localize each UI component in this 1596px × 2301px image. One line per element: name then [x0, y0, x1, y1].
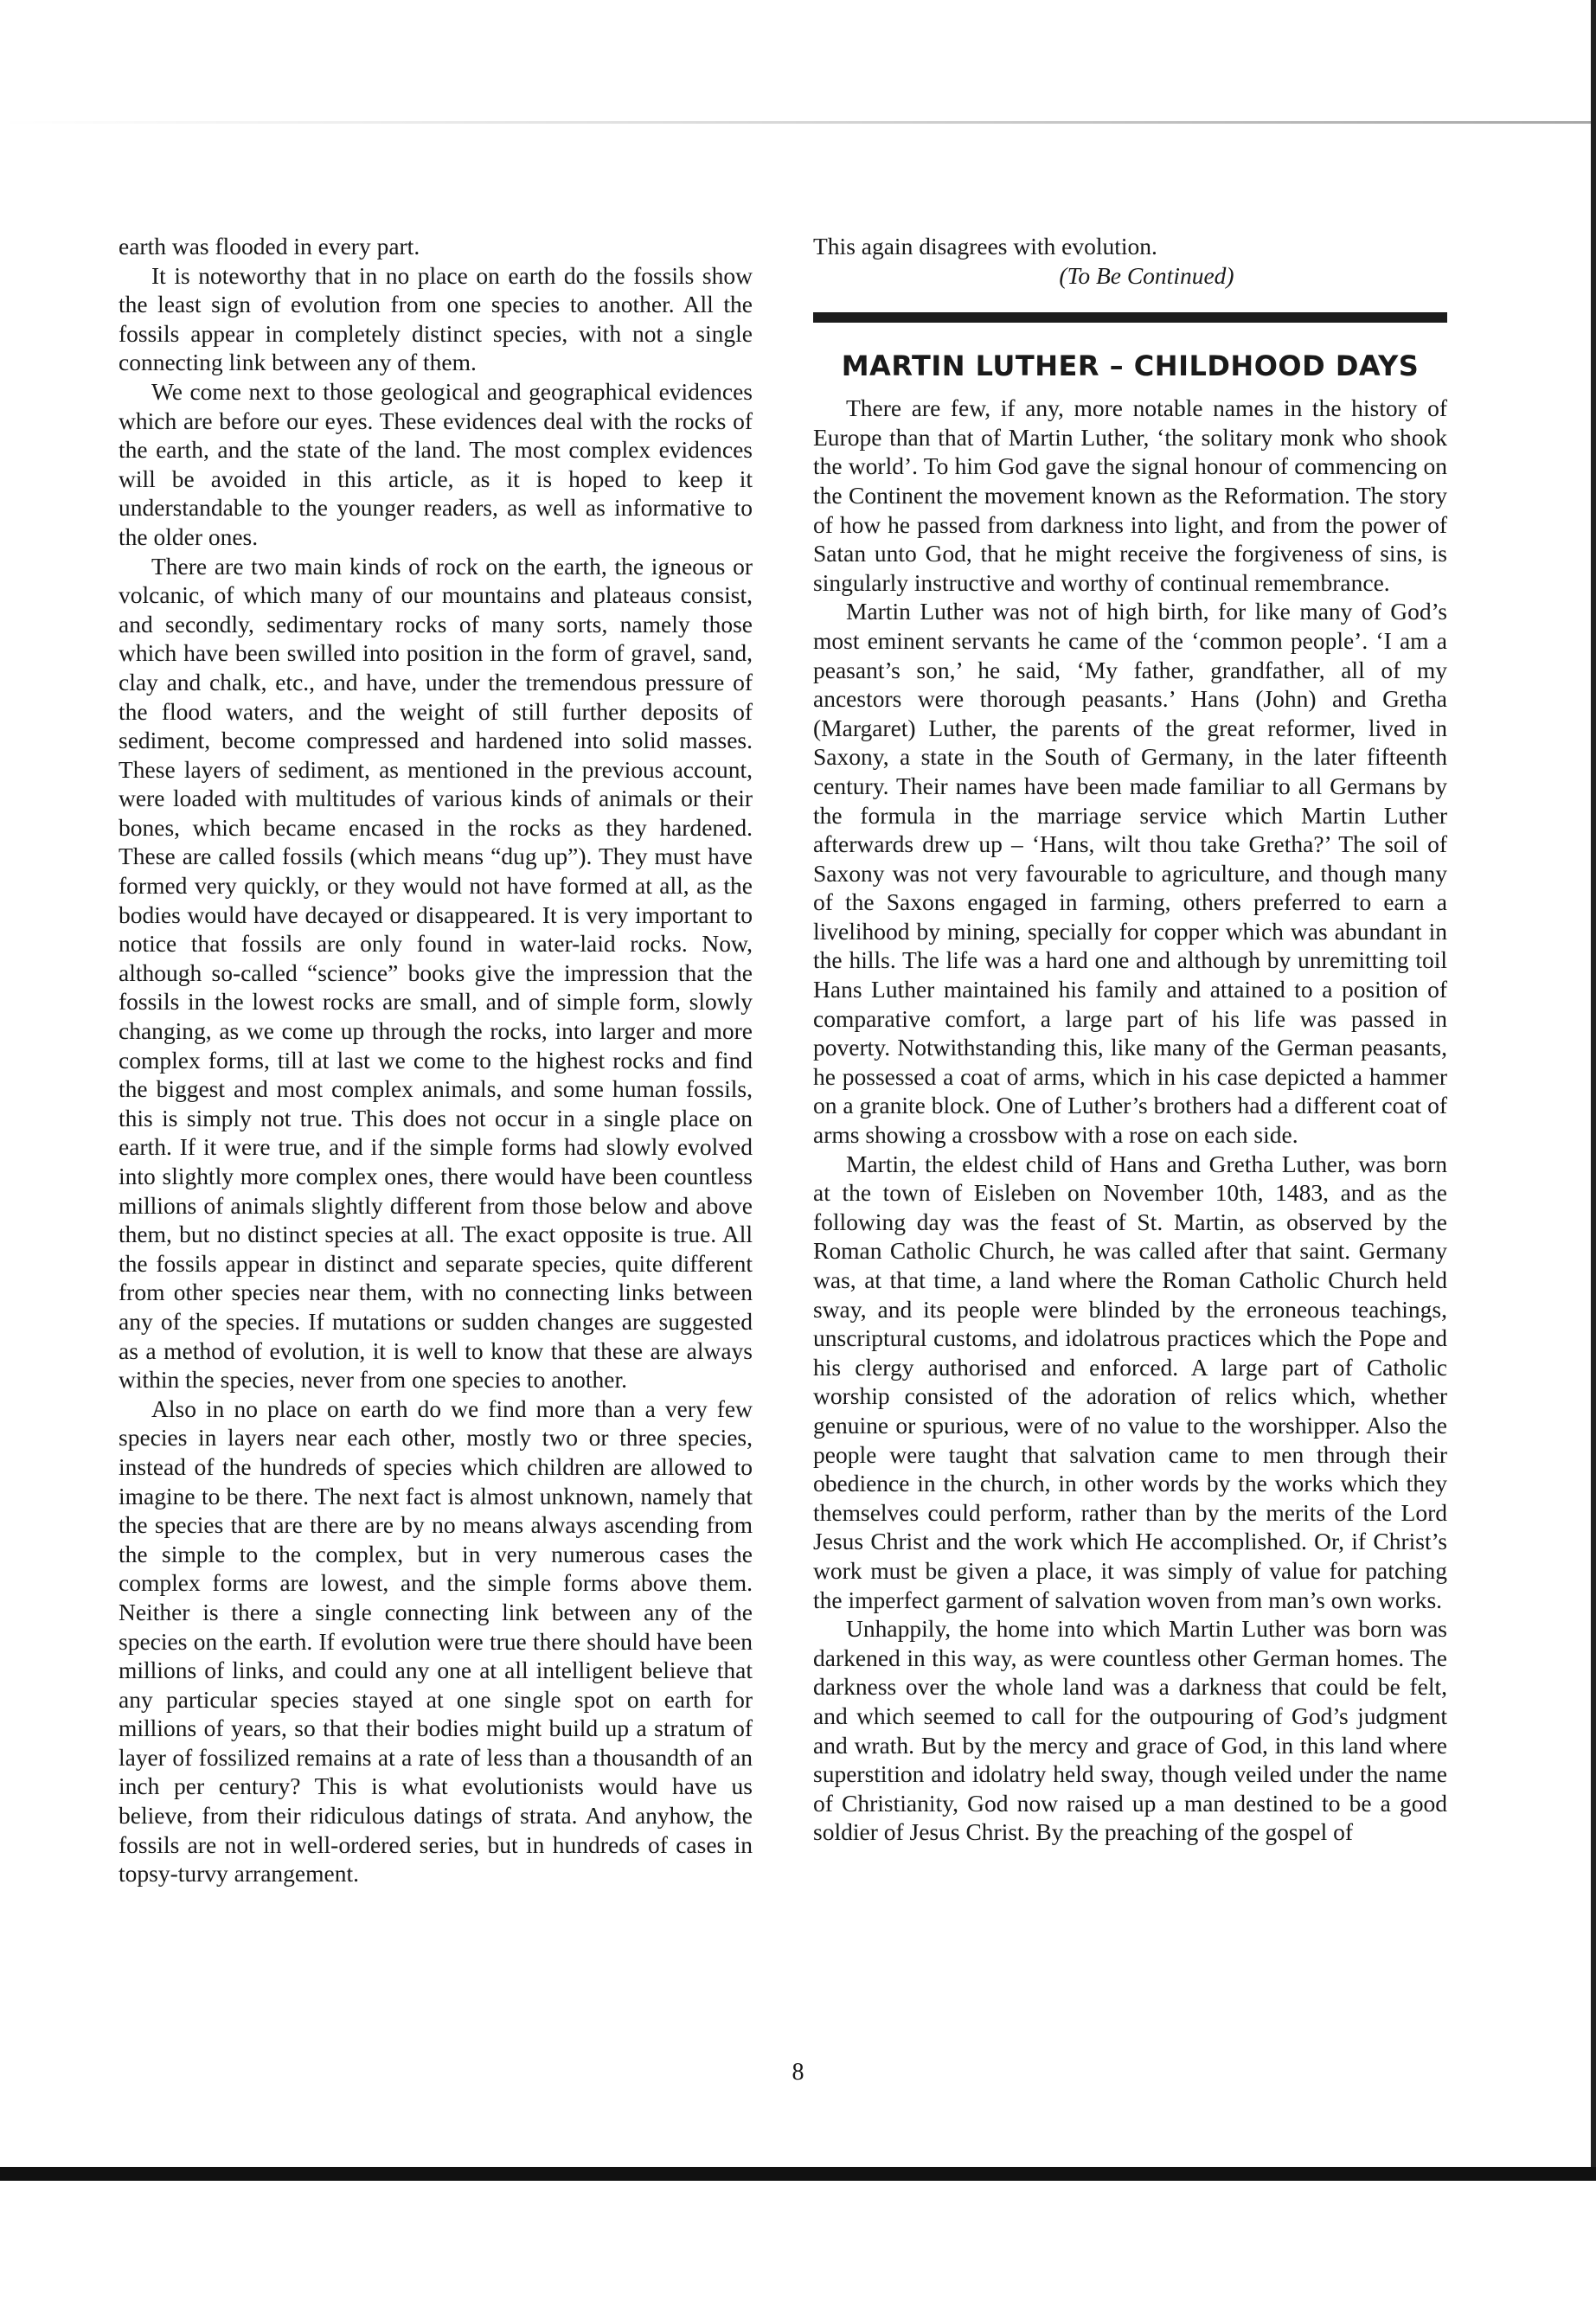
paragraph: We come next to those geological and geographical evidences which are before our eyes. These evidences deal with the rocks of the earth, and the state of the land. The most complex evidences will be avoided in this article, as it is hoped to keep it understandable to the younger readers, as well as informative to the older ones.	[119, 377, 753, 550]
article-heading: MARTIN LUTHER – CHILDHOOD DAYS	[841, 349, 1420, 383]
scan-edge-top	[0, 121, 1596, 124]
paragraph: Martin, the eldest child of Hans and Gretha Luther, was born at the town of Eisleben on November 10th, 1483, and as the following day was the feast of St. Martin, as observed by the Roman Catholic Church, he was called after that saint. Germany was, at that time, a land where the Roman Catholic Church held sway, and its people were blinded by the erroneous teachings, unscriptural customs, and idolatrous practices which the Pope and his clergy authorised and enforced. A large part of Catholic worship consisted of the adoration of relics which, whether genuine or spurious, were of no value to the worshipper. Also the people were taught that salvation came to men through their obedience in the church, in other words by the works which they themselves could perform, rather than by the merits of the Lord Jesus Christ and the work which He accomplished. Or, if Christ’s work must be given a place, it was simply of value for patching the imperfect garment of salvation woven from man’s own works.	[813, 1150, 1447, 1613]
paragraph: Unhappily, the home into which Martin Luther was born was darkened in this way, as were countless other German homes. The darkness over the whole land was a darkness that could be felt, and which seemed to call for the outpouring of God’s judgment and wrath. But by the mercy and grace of God, in this land where superstition and idolatry held sway, though veiled under the name of Christianity, God now raised up a man destined to be a good soldier of Jesus Christ. By the preaching of the gospel of	[813, 1615, 1447, 1846]
left-column	[119, 232, 753, 1888]
section-divider	[813, 312, 1447, 323]
paragraph: It is noteworthy that in no place on earth do the fossils show the least sign of evolution from one species to another. All the fossils appear in completely distinct species, with not a single connecting link between any of them.	[119, 261, 753, 376]
paragraph: There are few, if any, more notable names in the history of Europe than that of Martin Luther, ‘the solitary monk who shook the world’. To him God gave the signal honour of commencing on the Continent the movement known as the Reformation. The story of how he passed from darkness into light, and from the power of Satan unto God, that he might receive the forgiveness of sins, is singularly instructive and worthy of continual remembrance.	[813, 394, 1447, 596]
paragraph: earth was flooded in every part.	[119, 233, 420, 260]
right-column	[813, 232, 1447, 1847]
page-number: 8	[792, 2059, 804, 2086]
article-ending: This again disagrees with evolution.	[813, 233, 1157, 260]
scan-edge-bottom	[0, 2167, 1596, 2181]
paragraph: There are two main kinds of rock on the earth, the igneous or volcanic, of which many of our mountains and plateaus consist, and secondly, sedimentary rocks of many sorts, namely those which have been swilled into position in the form of gravel, sand, clay and chalk, etc., and have, under the tremendous pressure of the flood waters, and the weight of still further deposits of sediment, become compressed and hardened into solid masses. These layers of sediment, as mentioned in the previous account, were loaded with multitudes of various kinds of animals or their bones, which became encased in the rocks as they hardened. These are called fossils (which means “dug up”). They must have formed very quickly, or they would not have formed at all, as the bodies would have decayed or disappeared. It is very important to notice that fossils are only found in water-laid rocks. Now, although so-called “science” books give the impression that the fossils in the lowest rocks are small, and of simple form, slowly changing, as we come up through the rocks, into larger and more complex forms, till at last we come to the highest rocks and find the biggest and most complex animals, and some human fossils, this is simply not true. This does not occur in a single place on earth. If it were true, and if the simple forms had slowly evolved into slightly more complex ones, there would have been countless millions of animals slightly different from those below and above them, but no distinct species at all. The exact opposite is true. All the fossils appear in distinct and separate species, quite different from other species near them, with no connecting links between any of the species. If mutations or sudden changes are suggested as a method of evolution, it is well to know that these are always within the species, never from one species to another.	[119, 552, 753, 1394]
continued-note: (To Be Continued)	[1059, 261, 1234, 289]
paragraph: Martin Luther was not of high birth, for like many of God’s most eminent servants he came of the ‘common people’. ‘I am a peasant’s son,’ he said, ‘My father, grandfather, all of my ancestors were thorough peasants.’ Hans (John) and Gretha (Margaret) Luther, the parents of the great reformer, lived in Saxony, a state in the South of Germany, in the later fifteenth century. Their names have been made familiar to all Germans by the formula in the marriage service which Martin Luther afterwards drew up – ‘Hans, wilt thou take Gretha?’ The soil of Saxony was not very favourable to agriculture, and though many of the Saxons engaged in farming, others preferred to earn a livelihood by mining, specially for copper which was abundant in the hills. The life was a hard one and although by unremitting toil Hans Luther maintained his family and attained to a position of comparative comfort, a large part of his life was passed in poverty. Notwithstanding this, like many of the German peasants, he possessed a coat of arms, which in his case depicted a hammer on a granite block. One of Luther’s brothers had a different coat of arms showing a crossbow with a rose on each side.	[813, 598, 1447, 1149]
paragraph: Also in no place on earth do we find more than a very few species in layers near each other, mostly two or three species, instead of the hundreds of species which children are allowed to imagine to be there. The next fact is almost unknown, namely that the species that are there are by no means always ascending from the simple to the complex, but in very numerous cases the complex forms are lowest, and the simple forms above them. Neither is there a single connecting link between any of the species on the earth. If evolution were true there should have been millions of links, and could any one at all intelligent believe that any particular species stayed at one single spot on earth for millions of years, so that their bodies might build up a stratum of layer of fossilized remains at a rate of less than a thousandth of an inch per century? This is what evolutionists would have us believe, from their ridiculous datings of strata. And anyhow, the fossils are not in well-ordered series, but in hundreds of cases in topsy-turvy arrangement.	[119, 1394, 753, 1888]
scan-edge-right	[1591, 0, 1596, 2180]
